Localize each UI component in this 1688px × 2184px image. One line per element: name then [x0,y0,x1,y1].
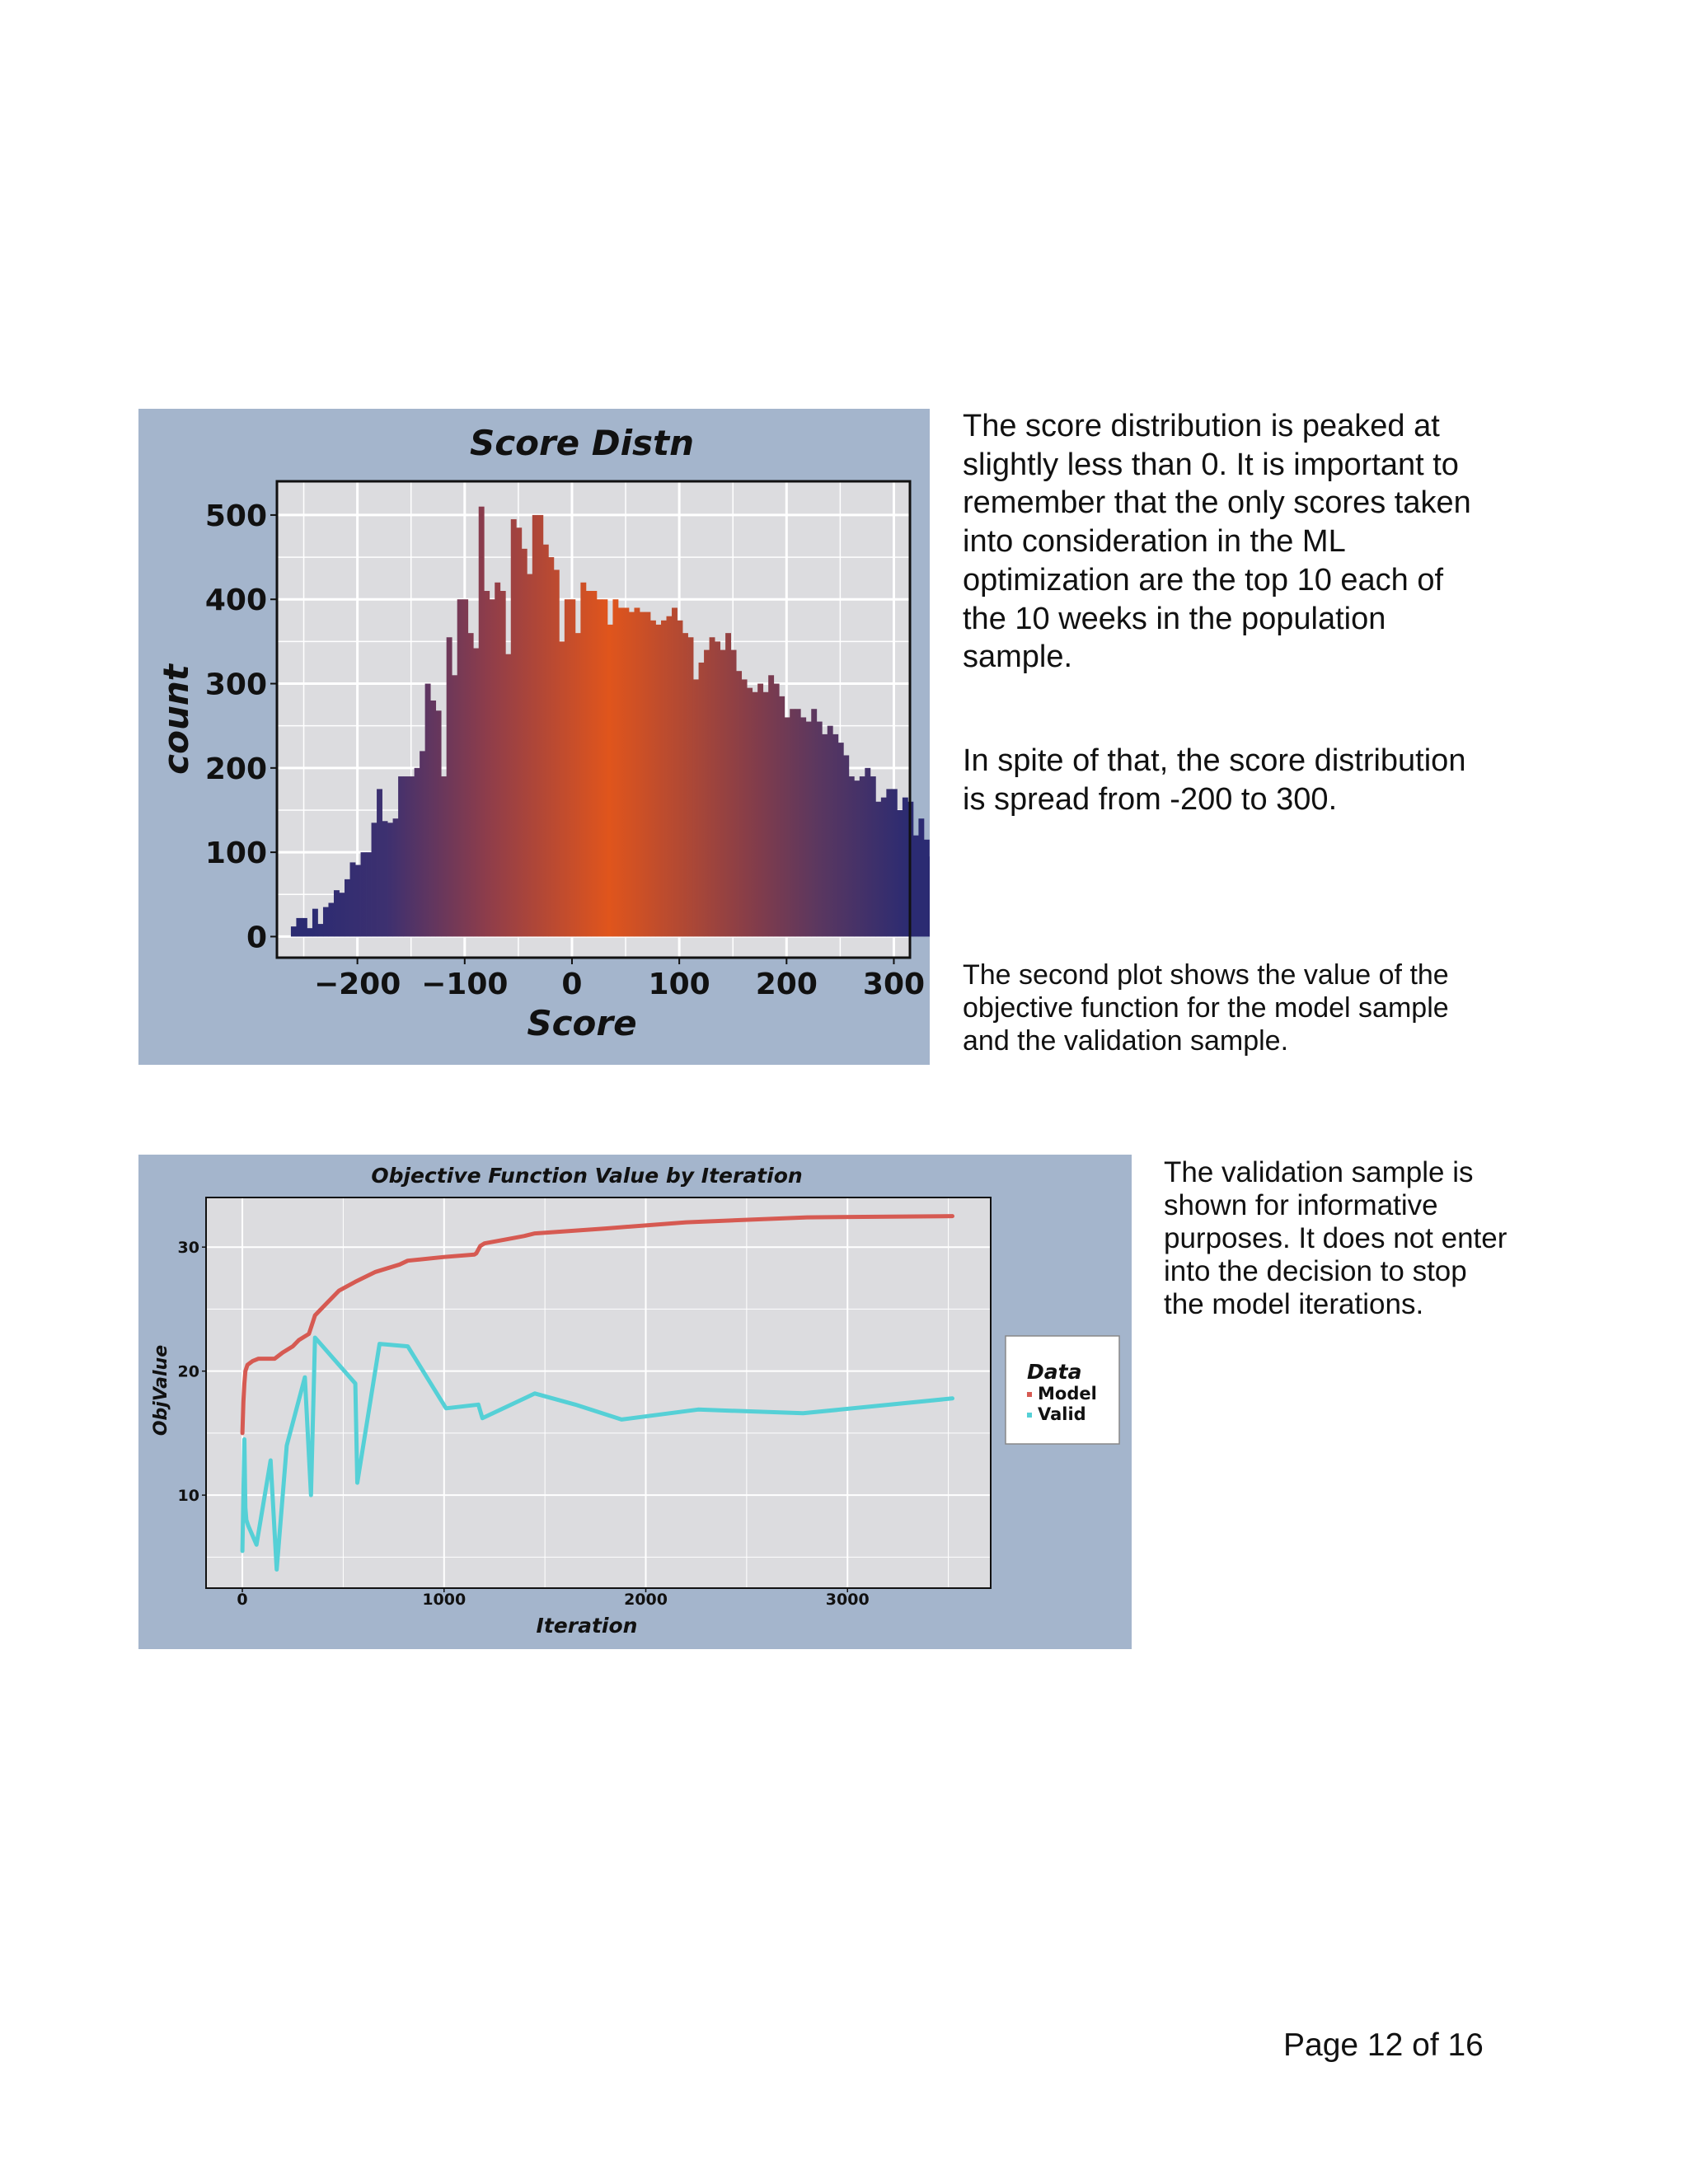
histogram-bar [806,722,812,937]
histogram-bar [736,671,742,936]
histogram-bar [763,692,769,937]
histogram-bar [393,818,399,936]
histogram-bar [409,776,415,936]
histogram-bar [875,802,881,937]
histogram-bar [543,545,549,937]
histogram-bar [366,852,372,936]
y-tick-label: 500 [204,499,267,533]
histogram-bar [548,557,554,936]
histogram-bar [881,798,887,937]
histogram-bar [832,734,838,937]
histogram-bar [800,717,806,936]
plot-area [206,1197,991,1588]
histogram-bar [473,649,479,937]
y-axis-label: ObjValue [151,1344,171,1436]
histogram-bar [720,650,726,937]
legend-title: Data [1027,1360,1082,1384]
histogram-bar [817,722,823,937]
x-tick-label: −100 [421,968,509,1001]
y-tick-label: 300 [204,668,267,702]
chart-title: Objective Function Value by Iteration [371,1164,803,1188]
histogram-bar [430,701,436,936]
histogram-bar [591,591,597,936]
histogram-bar [345,879,350,937]
histogram-bar [849,776,855,936]
histogram-bar [629,612,635,937]
histogram-bar [870,776,876,936]
histogram-bar [361,852,367,936]
histogram-bar [479,507,485,937]
histogram-bar [640,612,645,937]
y-axis-label: count [156,664,196,775]
histogram-bar [602,599,607,936]
histogram-bar [447,637,452,936]
histogram-bar [838,743,844,936]
histogram-bar [710,637,715,936]
histogram-bar [768,675,774,936]
histogram-bar [382,821,388,936]
histogram-bar [554,569,560,936]
histogram-bar [462,599,468,936]
line-chart-svg [138,1155,1132,1649]
y-tick-label: 0 [246,921,267,955]
histogram-bar [860,776,865,936]
histogram-bar [753,692,758,937]
histogram-bar [854,780,860,936]
histogram-bar [886,789,892,936]
score-distribution-chart [138,409,930,1065]
chart-title: Score Distn [469,423,695,463]
histogram-bar [516,527,522,936]
objective-function-chart [138,1155,1132,1649]
paragraph-score-peak: The score distribution is peaked at slightly less than 0. It is important to remember that the only scores taken into consideration in the ML optimization are the top 10 each of the 10 weeks in the population sample. [963,409,1471,675]
histogram-bar [725,633,731,936]
x-tick-label: 2000 [624,1591,668,1609]
histogram-bar [678,621,683,937]
histogram-bar [913,836,919,937]
histogram-bar [511,519,517,936]
page-number: Page 12 of 16 [1283,2027,1484,2063]
histogram-bar [682,633,688,936]
histogram-bar [291,926,297,936]
legend-valid-label: Valid [1038,1404,1086,1424]
x-axis-label: Iteration [536,1614,638,1638]
histogram-bar [655,625,661,937]
histogram-bar [795,709,801,936]
histogram-bar [570,599,575,936]
paragraph-score-spread: In spite of that, the score distribution is spread from -200 to 300. [963,743,1466,817]
histogram-bar [334,890,340,936]
histogram-bar [757,684,763,937]
histogram-bar [387,823,393,936]
paragraph-validation-sample: The validation sample is shown for informative purposes. It does not enter into the decision to stop the model iterations. [1164,1156,1507,1320]
y-tick-label: 400 [204,583,267,618]
histogram-bar [312,909,318,937]
histogram-bar [688,637,694,936]
x-tick-label: 3000 [825,1591,870,1609]
histogram-bar [339,893,345,936]
histogram-bar [495,583,500,937]
histogram-bar [693,679,699,936]
histogram-bar [790,709,795,936]
histogram-bar [865,768,870,937]
histogram-bar [580,583,586,937]
x-tick-label: 200 [755,968,818,1001]
histogram-bar [645,612,650,937]
histogram-bar [828,726,833,937]
histogram-bar [377,789,382,936]
histogram-bar [355,865,361,936]
histogram-bar [522,549,528,937]
histogram-bar [307,928,312,936]
histogram-bar [436,710,442,936]
histogram-bar [747,688,753,937]
histogram-bar [350,862,356,936]
legend [1006,1336,1119,1444]
histogram-bar [575,633,581,936]
histogram-bar [532,515,538,937]
histogram-bar [811,709,817,936]
x-axis-label: Score [527,1003,637,1043]
histogram-bar [323,907,329,937]
legend-model-swatch [1027,1392,1032,1397]
legend-model-label: Model [1038,1384,1097,1404]
histogram-bar [704,650,710,937]
histogram-bar [296,918,302,937]
histogram-bar [924,840,930,937]
histogram-bar [420,751,425,936]
histogram-bar [618,607,624,936]
histogram-bar [892,789,898,936]
paragraph-second-plot: The second plot shows the value of the objective function for the model sample and the validation sample. [963,959,1449,1057]
y-tick-label: 30 [177,1239,199,1258]
histogram-bar [667,616,673,937]
legend-valid-swatch [1027,1413,1032,1418]
histogram-bar [372,823,377,936]
y-tick-label: 10 [177,1487,199,1506]
histogram-bar [672,607,678,936]
histogram-bar [774,684,780,937]
histogram-bar [537,515,543,937]
histogram-bar [505,654,511,937]
histogram-bar [822,734,828,937]
histogram-bar [623,607,629,936]
histogram-bar [929,856,930,936]
x-tick-label: −200 [313,968,401,1001]
histogram-bar [843,755,849,936]
y-tick-label: 100 [204,837,267,871]
histogram-bar [441,776,447,936]
histogram-bar [586,591,592,936]
histogram-bar [404,776,410,936]
histogram-bar [565,599,570,936]
histogram-bar [328,903,334,937]
histogram-bar [452,675,457,936]
histogram-bar [500,591,506,936]
histogram-bar [731,650,737,937]
histogram-bar [415,768,420,937]
histogram-bar [650,621,656,937]
histogram-bar [661,621,667,937]
x-tick-label: 1000 [422,1591,467,1609]
histogram-bar [527,574,532,937]
y-tick-label: 200 [204,752,267,786]
histogram-bar [699,663,705,936]
histogram-bar [785,717,790,936]
histogram-bar [715,641,720,936]
x-tick-label: 0 [561,968,583,1001]
x-tick-label: 100 [648,968,710,1001]
histogram-bar [559,641,565,936]
histogram-svg [138,409,930,1065]
histogram-bar [468,633,474,936]
histogram-bar [779,696,785,937]
histogram-bar [484,591,490,936]
histogram-bar [897,810,903,936]
histogram-bar [317,924,323,936]
histogram-bar [457,599,463,936]
histogram-bar [425,684,431,937]
histogram-bar [607,625,613,937]
x-tick-label: 300 [862,968,926,1001]
histogram-bar [398,776,404,936]
histogram-bar [634,607,640,936]
histogram-bar [612,599,618,936]
x-tick-label: 0 [237,1591,248,1609]
histogram-bar [302,918,307,937]
histogram-bar [490,599,495,936]
y-tick-label: 20 [177,1362,199,1381]
histogram-bar [918,818,924,936]
histogram-bar [903,798,908,937]
histogram-bar [742,679,748,936]
histogram-bar [597,599,603,936]
